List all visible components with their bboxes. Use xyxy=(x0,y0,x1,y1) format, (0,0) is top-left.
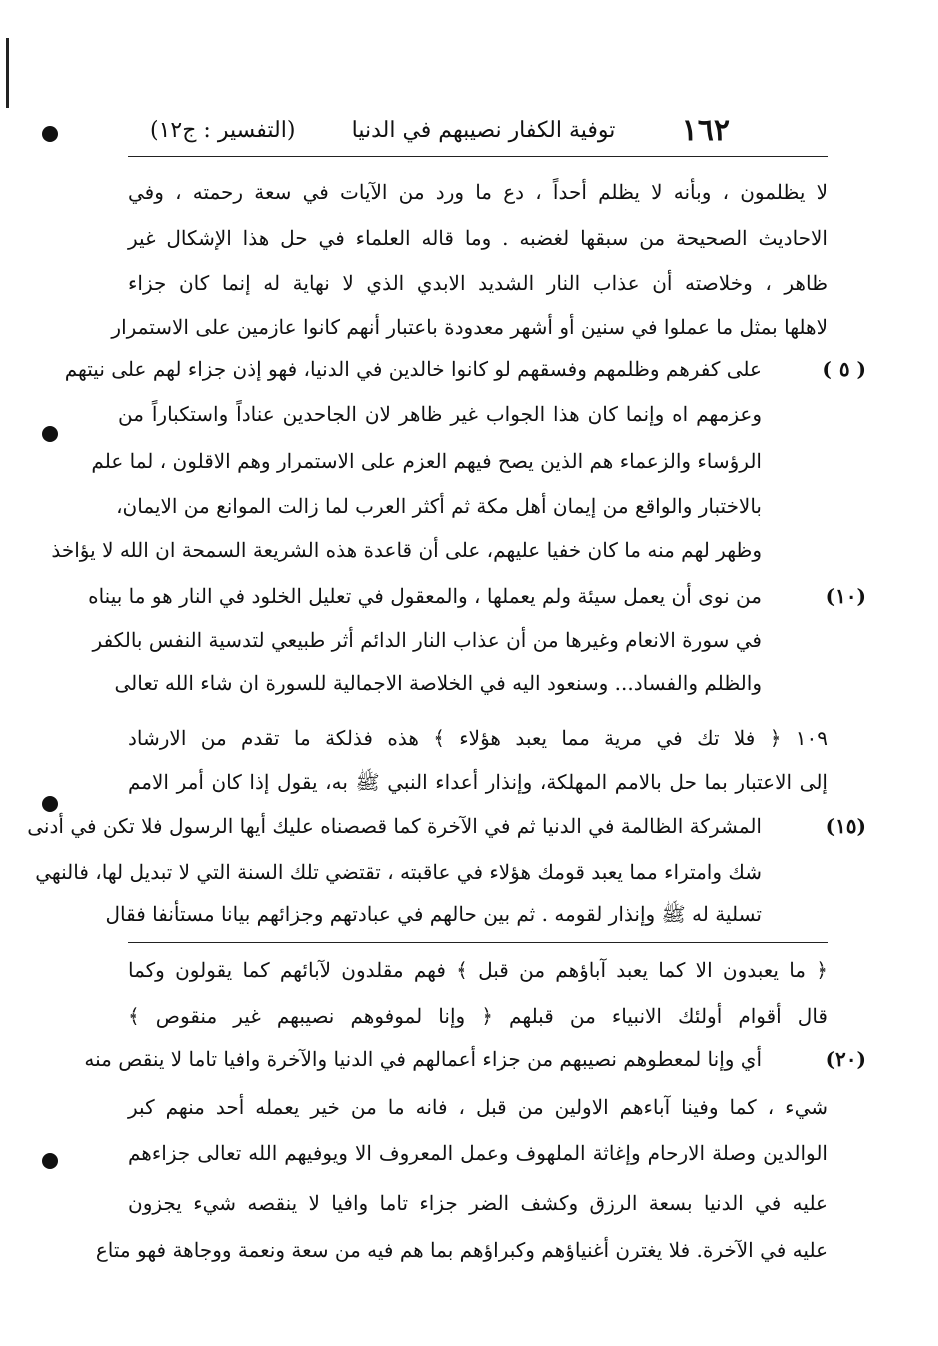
body-line: على كفرهم وظلمهم وفسقهم لو كانوا خالدين في الدنيا، فهو إذن جزاء لهم على نيتهم xyxy=(64,357,762,381)
body-line: عليه في الآخرة. فلا يغترن أغنياؤهم وكبراؤهم بما هم فيه من سعة ونعمة ووجاهة فهو متاع xyxy=(95,1238,828,1262)
body-line: الوالدين وصلة الارحام وإغاثة الملهوف وعمل المعروف الا ويوفيهم الله تعالى جزاءهم xyxy=(128,1141,828,1165)
verse-line: ﴿ ما يعبدون الا كما يعبد آباؤهم من قبل ﴾ فهم مقلدون لآبائهم كما يقولون وكما xyxy=(128,958,828,982)
body-line: لا يظلمون ، وبأنه لا يظلم أحداً ، دع ما ورد من الآيات في سعة رحمته ، وفي xyxy=(128,180,828,204)
body-line: ظاهر ، وخلاصته أن عذاب النار الشديد الابدي الذي لا نهاية له إنما كان جزاء xyxy=(128,271,828,295)
body-line: عليه في الدنيا بسعة الرزق وكشف الضر جزاء تاما وافيا لا ينقصه شيء يجزون xyxy=(128,1191,828,1215)
line-marker-20: (٢٠) xyxy=(825,1047,866,1071)
body-line: وظهر لهم منه ما كان خفيا عليهم، على أن قاعدة هذه الشريعة السمحة ان الله لا يؤاخذ xyxy=(51,538,762,562)
body-line: من نوى أن يعمل سيئة ولم يعملها ، والمعقول في تعليل الخلود في النار هو ما بيناه xyxy=(88,584,762,608)
body-line: والظلم والفساد... وسنعود اليه في الخلاصة الاجمالية للسورة ان شاء الله تعالى xyxy=(114,671,762,695)
header-rule xyxy=(128,156,828,157)
body-line: شيء ، كما وفينا آباءهم الاولين من قبل ، فانه ما من خير يعمله أحد منهم كبر xyxy=(128,1095,828,1119)
body-line: الاحاديث الصحيحة من سبقها لغضبه . وما قاله العلماء في حل هذا الإشكال غير xyxy=(128,226,828,250)
page-header xyxy=(150,108,730,152)
body-line: بالاختبار والواقع من إيمان أهل مكة ثم أكثر العرب لما زالت الموانع من الايمان، xyxy=(116,494,762,518)
body-line: الرؤساء والزعماء هم الذين يصح فيهم العزم على الاستمرار وهم الاقلون ، لما علم xyxy=(91,449,762,473)
line-marker-15: (١٥) xyxy=(825,814,866,838)
body-line: في سورة الانعام وغيرها من أن عذاب النار الدائم أثر طبيعي لتدسية النفس بالكفر xyxy=(92,628,762,652)
section-rule xyxy=(128,942,828,943)
punch-hole xyxy=(42,426,58,442)
line-marker-10: (١٠) xyxy=(825,584,866,608)
verse-line: ١٠٩ ﴿ فلا تك في مرية مما يعبد هؤلاء ﴾ هذه فذلكة ما تقدم من الارشاد xyxy=(128,726,828,750)
punch-hole xyxy=(42,1153,58,1169)
series-reference: (التفسير : ج١٢) xyxy=(150,117,296,143)
body-line: وعزمهم اه وإنما كان هذا الجواب غير ظاهر لان الجاحدين عناداً واستكباراً من xyxy=(118,402,762,426)
page-number: ١٦٢ xyxy=(681,112,730,148)
punch-hole xyxy=(42,126,58,142)
body-line: لاهلها بمثل ما عملوا في سنين أو أشهر معدودة باعتبار أنهم كانوا عازمين على الاستمرار xyxy=(111,315,828,339)
running-title: توفية الكفار نصيبهم في الدنيا xyxy=(351,117,616,143)
binding-edge-mark xyxy=(6,38,9,108)
body-line: إلى الاعتبار بما حل بالامم المهلكة، وإنذار أعداء النبي ﷺ به، يقول إذا كان أمر الامم xyxy=(128,770,828,794)
body-line: تسلية له ﷺ وإنذار لقومه . ثم بين حالهم في عبادتهم وجزائهم بيانا مستأنفا فقال xyxy=(105,902,762,926)
verse-line: قال أقوام أولئك الانبياء من قبلهم ﴿ وإنا لموفوهم نصيبهم غير منقوص ﴾ xyxy=(128,1004,828,1028)
body-line: المشركة الظالمة في الدنيا ثم في الآخرة كما قصصناه عليك أيها الرسول فلا تكن في أدنى xyxy=(27,814,762,838)
line-marker-5: ( ٥ ) xyxy=(822,357,866,381)
body-line: أي وإنا لمعطوهم نصيبهم من جزاء أعمالهم في الدنيا والآخرة وافيا تاما لا ينقص منه xyxy=(84,1047,762,1071)
body-line: شك وامتراء مما يعبد قومك هؤلاء في عاقبته ، تقتضي تلك السنة التي لا تبديل لها، فالنهي xyxy=(35,860,762,884)
